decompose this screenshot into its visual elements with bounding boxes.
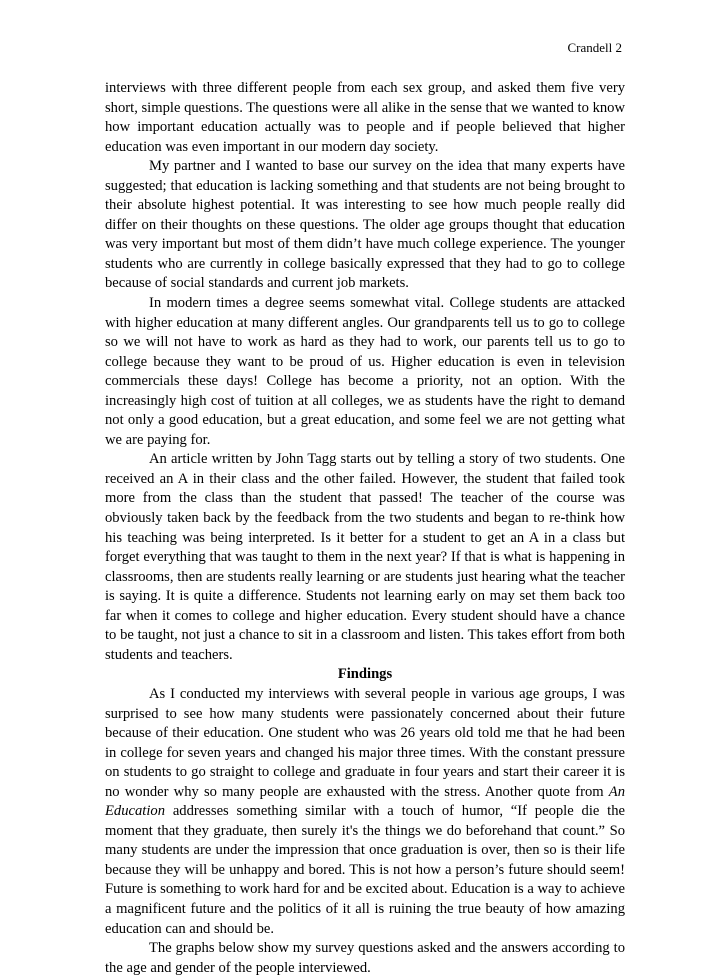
findings-text-after-title: addresses something similar with a touch of humor, “If people die the moment that they graduate, then surely it's the things we do beforehand that count.” So many students are under the impression that once graduation is over, then so is their life because they will be unhappy and bored. This is not how a person’s future should seem! Future is something to work hard for and be excited about. Education is a way to achieve a magnificent future and the politics of it all is ruining the true beauty of how amazing education can and should be.: [105, 803, 625, 937]
paragraph-1: interviews with three different people from each sex group, and asked them five very short, simple questions. The questions were all alike in the sense that we wanted to know how important education actually was to people and if people believed that higher education was even important in our modern day society.: [105, 80, 625, 155]
paragraph-3: In modern times a degree seems somewhat vital. College students are attacked with higher education at many different angles. Our grandparents tell us to go to college so we will not have to work as hard as they had to work, our parents tell us to go to college because they want to be proud of us. Higher education is even in television commercials these days! College has become a priority, not an option. With the increasingly high cost of tuition at all colleges, we as students have the right to demand not only a good education, but a great education, and some feel we are not getting what we are paying for.: [105, 295, 625, 448]
findings-paragraph-1: [105, 685, 625, 939]
book-title: An Education: [105, 783, 625, 820]
paragraph-4: An article written by John Tagg starts out by telling a story of two students. One received an A in their class and the other failed. However, the student that failed took more from the class than the student that passed! The teacher of the course was obviously taken back by the feedback from the two students and began to re-think how his teaching was being interpreted. Is it better for a student to get an A in a class but forget everything that was taught to them in the next year? If that is what is happening in classrooms, then are students really learning or are students just hearing what the teacher is saying. It is quite a difference. Students not learning early on may set them back too far when it comes to college and higher education. Every student should have a chance to be taught, not just a chance to sit in a classroom and listen. This takes effort from both students and teachers.: [105, 451, 625, 663]
findings-text-before-title: As I conducted my interviews with several people in various age groups, I was surprised to see how many students were passionately concerned about their future because of their education. One student who was 26 years old told me that he had been in college for seven years and changed his major three times. With the constant pressure on students to go straight to college and graduate in four years and start their career it is no wonder why so many people are exhausted with the stress. Another quote from: [105, 685, 625, 800]
section-heading-findings: Findings: [337, 666, 393, 683]
paragraph-2: My partner and I wanted to base our survey on the idea that many experts have suggested; that education is lacking something and that students are not being brought to their absolute highest potential. It was interesting to see how much people really did differ on their thoughts on these questions. The older age groups thought that education was very important but most of them didn’t have much college experience. The younger students who are currently in college basically expressed that they had to go to college because of social standards and current job markets.: [105, 158, 625, 292]
running-header: Crandell 2: [567, 40, 622, 55]
body-text: [105, 79, 625, 978]
findings-paragraph-2: The graphs below show my survey questions asked and the answers according to the age and gender of the people interviewed.: [105, 940, 625, 976]
